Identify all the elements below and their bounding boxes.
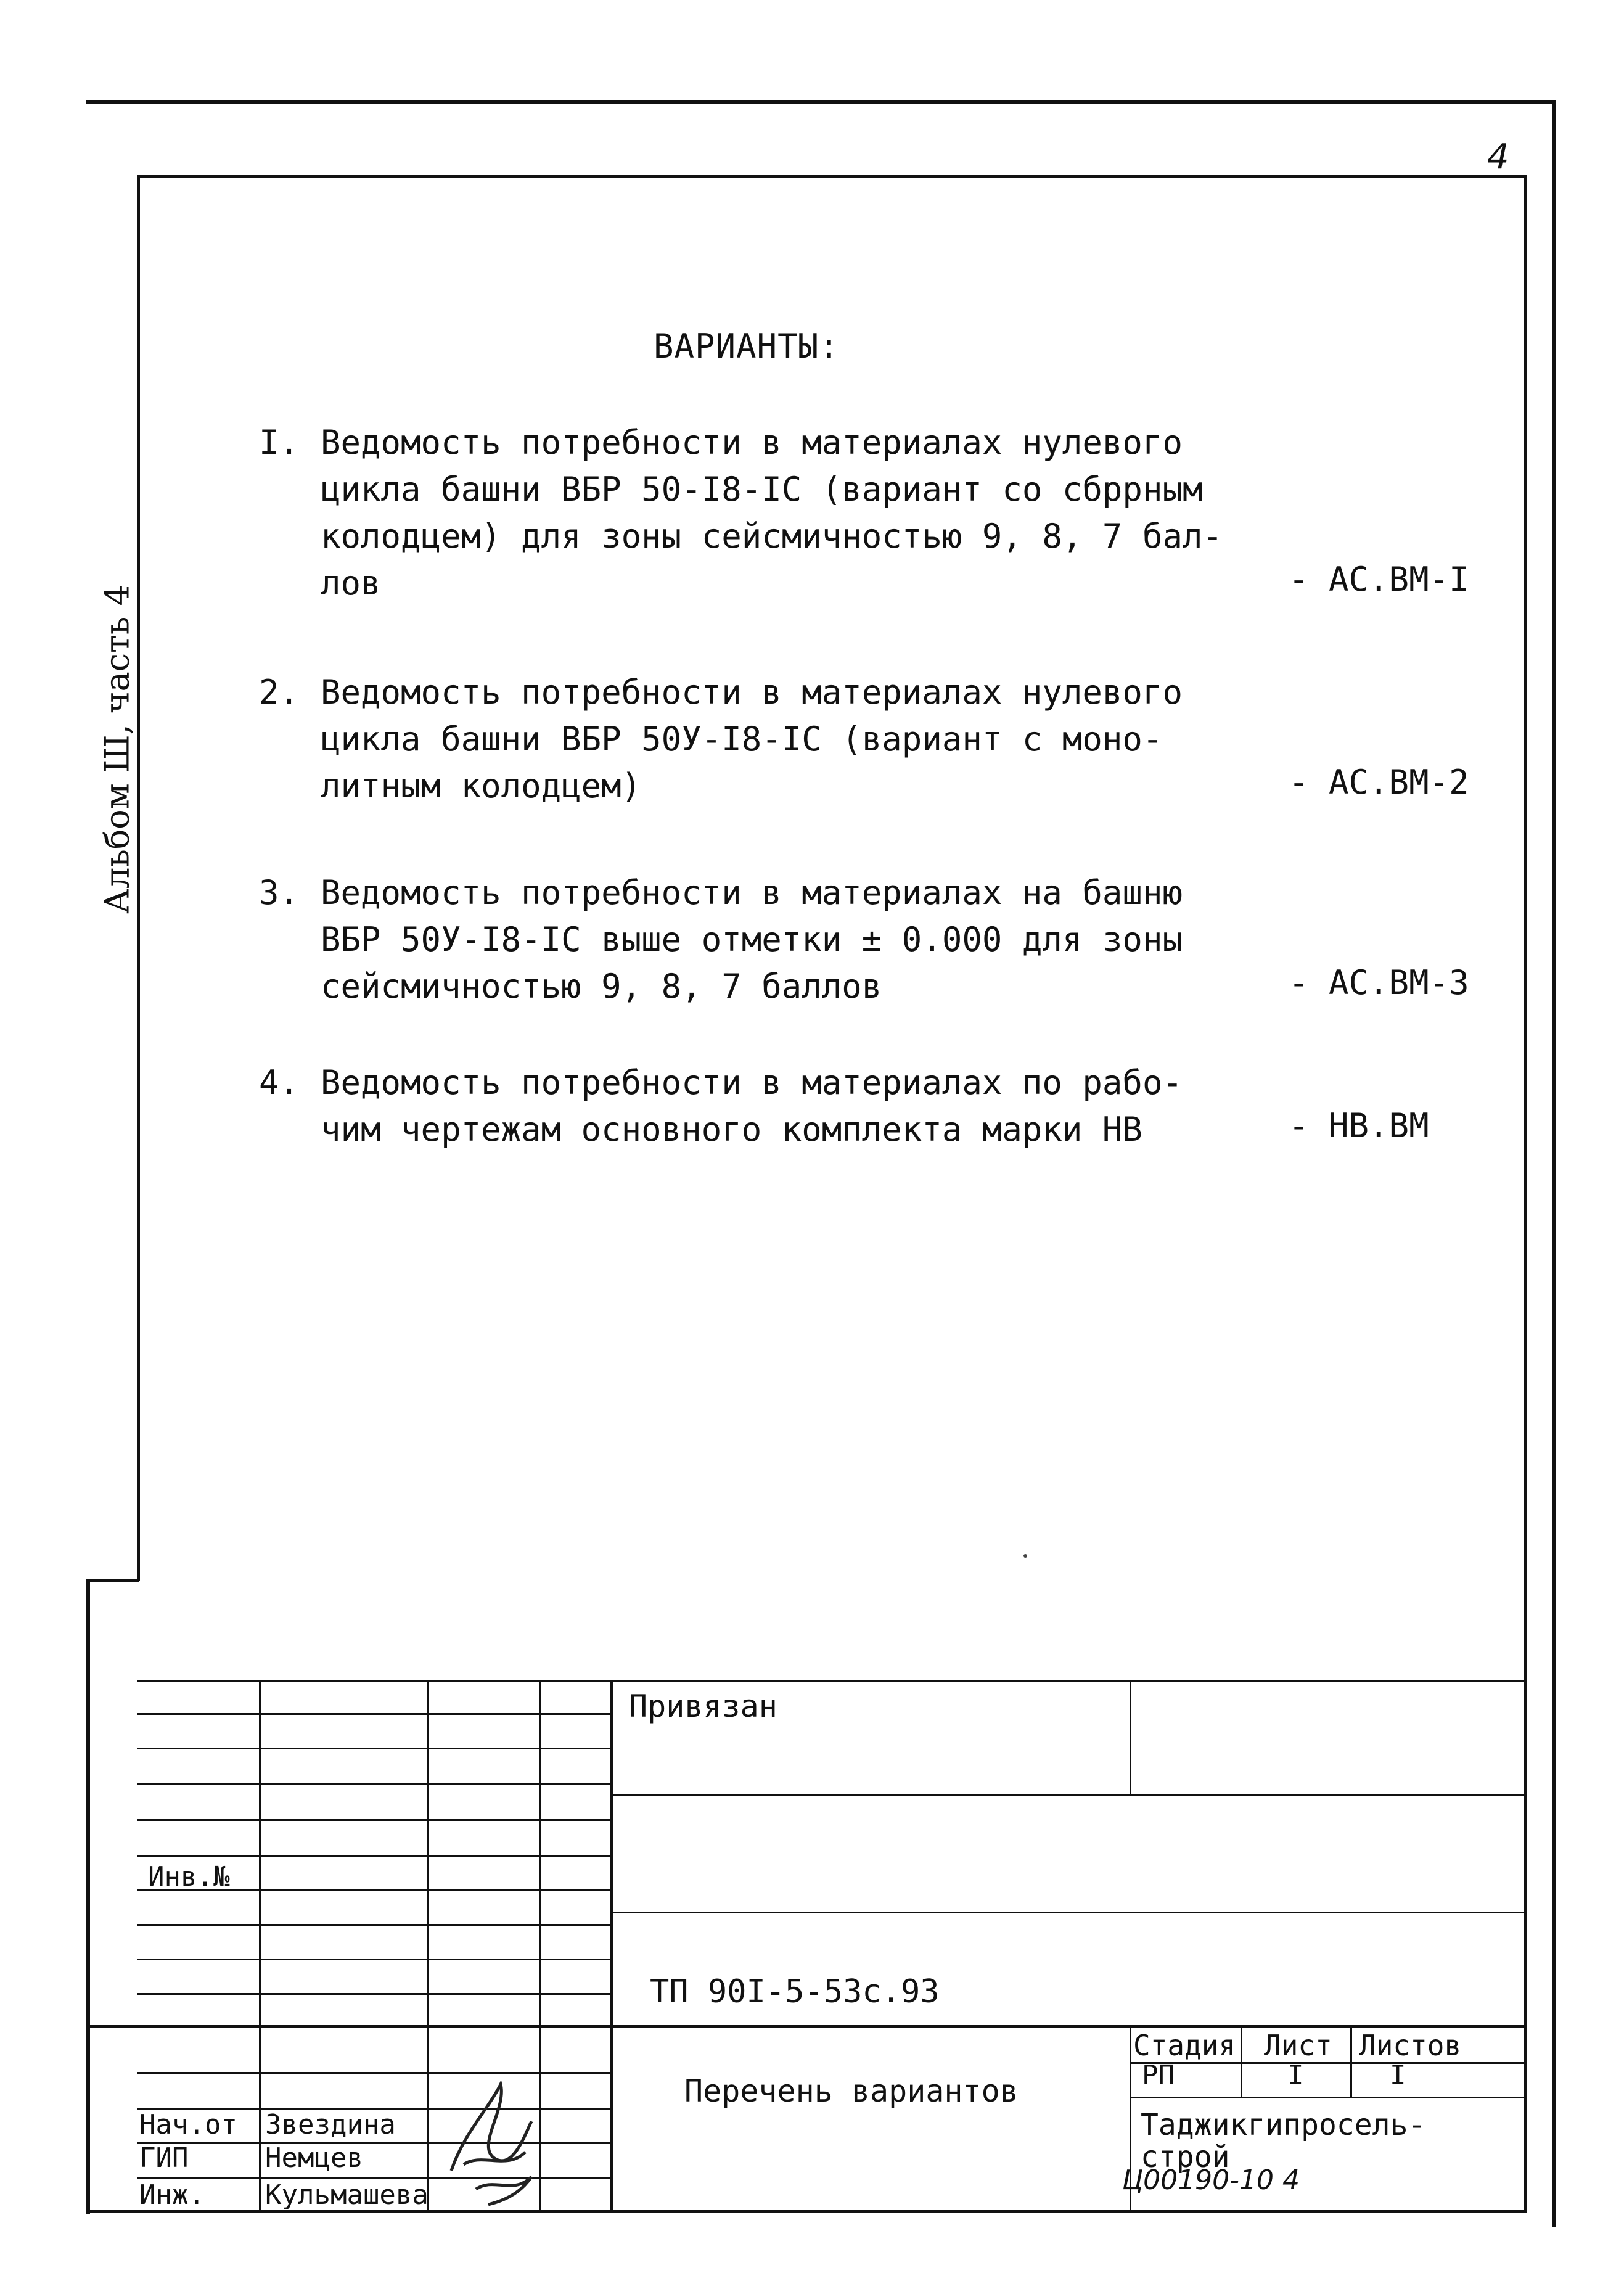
- variant-text-line: Ведомость потребности в материалах по рабо-: [321, 1063, 1183, 1102]
- variant-text-line: цикла башни ВБР 50-I8-IC (вариант со сбррным: [321, 470, 1203, 509]
- variant-text-line: Ведомость потребности в материалах нулевого: [321, 673, 1183, 712]
- stamp-name: Звездина: [265, 2109, 396, 2140]
- variant-text-line: цикла башни ВБР 50У-I8-IC (вариант с моно-: [321, 720, 1163, 758]
- stamp-hline: [612, 1794, 1527, 1796]
- variant-item-2: [259, 669, 1221, 810]
- variant-text-line: ВБР 50У-I8-IC выше отметки ± 0.000 для зоны: [321, 920, 1183, 959]
- page-number: 4: [1487, 137, 1509, 177]
- scan-speck: [1023, 1554, 1027, 1558]
- variant-text-line: литным колодцем): [321, 767, 642, 805]
- album-side-label: Альбом Ш, часть 4: [97, 585, 137, 914]
- signature-mark: [439, 2072, 544, 2208]
- variant-text-line: колодцем) для зоны сейсмичностью 9, 8, 7 бал-: [321, 517, 1223, 556]
- variant-number: 2.: [259, 673, 300, 712]
- stamp-stage-value: РП: [1142, 2060, 1175, 2091]
- variant-number: I.: [259, 423, 300, 462]
- variant-item-1: [259, 419, 1221, 607]
- stamp-sheet-value: I: [1287, 2060, 1304, 2091]
- stamp-role: ГИП: [139, 2142, 189, 2174]
- stamp-organization-line1: Таджикгипросель-: [1141, 2108, 1426, 2142]
- stamp-sheets-label: Листов: [1359, 2029, 1462, 2062]
- stamp-vline: [610, 1680, 613, 2213]
- stamp-vline: [1241, 2025, 1242, 2098]
- inner-top-border: [137, 175, 1527, 178]
- top-border: [86, 100, 1556, 104]
- inner-left-border: [137, 175, 140, 1581]
- stamp-vline: [1130, 1680, 1131, 1796]
- variant-number: 3.: [259, 873, 300, 912]
- stamp-privyazan: Привязан: [629, 1688, 777, 1724]
- variant-number: 4.: [259, 1063, 300, 1102]
- archive-number: Ц00190-10 4: [1122, 2164, 1300, 2196]
- stamp-vline: [1350, 2025, 1352, 2098]
- stamp-organization-line2: строй: [1141, 2140, 1230, 2174]
- stamp-hline: [137, 1680, 1527, 1682]
- stamp-hline: [612, 1912, 1527, 1913]
- right-outer-border: [1552, 100, 1556, 2227]
- variant-text-line: чим чертежам основного комплекта марки НВ: [321, 1110, 1142, 1149]
- stamp-hline: [1130, 2062, 1527, 2064]
- variant-item-4: [259, 1059, 1221, 1153]
- stamp-sheet-label: Лист: [1264, 2029, 1332, 2062]
- stamp-role: Инж.: [139, 2179, 205, 2211]
- variant-code-1: - АС.ВМ-I: [1289, 560, 1469, 599]
- variant-item-3: [259, 869, 1221, 1010]
- stamp-hline: [86, 2025, 1527, 2028]
- stamp-name: Кульмашева: [265, 2179, 429, 2211]
- stamp-document-code: ТП 90I-5-53с.93: [650, 1973, 940, 2010]
- document-title: ВАРИАНТЫ:: [654, 327, 840, 366]
- stamp-hline: [1130, 2097, 1527, 2098]
- stamp-stage-label: Стадия: [1133, 2029, 1236, 2062]
- variant-text-line: лов: [321, 564, 381, 602]
- stamp-inventory-number: Инв.№: [148, 1861, 230, 1893]
- stamp-vline: [259, 1680, 261, 2213]
- left-binding-edge: [86, 1579, 90, 2214]
- stamp-vline: [427, 1680, 429, 2213]
- variant-text-line: сейсмичностью 9, 8, 7 баллов: [321, 967, 882, 1006]
- stamp-sheets-value: I: [1390, 2060, 1406, 2091]
- variant-text-line: Ведомость потребности в материалах нулевого: [321, 423, 1183, 462]
- variant-code-2: - АС.ВМ-2: [1289, 763, 1469, 802]
- left-binding-top: [86, 1579, 139, 1582]
- stamp-document-title: Перечень вариантов: [684, 2073, 1019, 2109]
- stamp-role: Нач.от: [139, 2109, 237, 2140]
- variant-code-4: - НВ.ВМ: [1289, 1106, 1429, 1145]
- variant-code-3: - АС.ВМ-3: [1289, 963, 1469, 1002]
- inner-right-border: [1524, 175, 1527, 2210]
- variant-text-line: Ведомость потребности в материалах на башню: [321, 873, 1183, 912]
- stamp-name: Немцев: [265, 2142, 363, 2174]
